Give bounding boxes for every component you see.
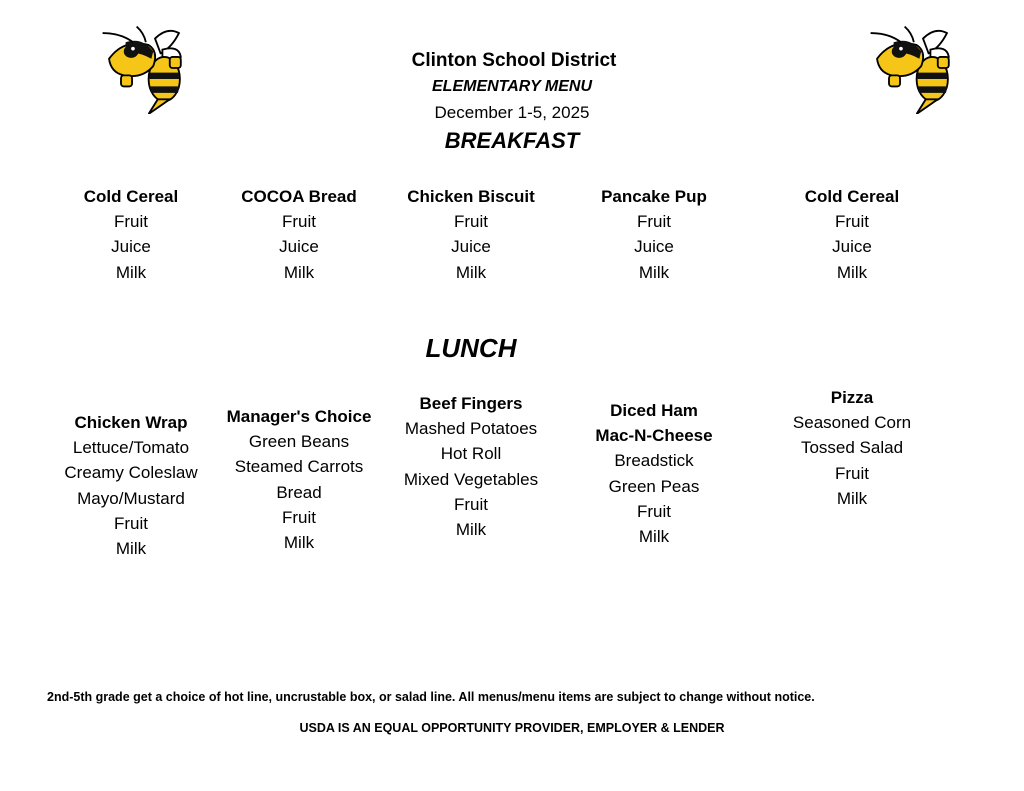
lunch-monday <box>64 410 197 561</box>
menu-item: Juice <box>634 237 674 257</box>
menu-item: Fruit <box>113 212 148 232</box>
menu-item: Fruit <box>453 494 488 514</box>
menu-item: Milk <box>115 262 147 282</box>
menu-item: Juice <box>832 237 872 257</box>
main-entree-2: Mac-N-Cheese <box>595 426 713 446</box>
lunch-wednesday <box>404 391 538 542</box>
main-entree: Manager's Choice <box>226 407 372 426</box>
menu-item: Milk <box>836 262 868 282</box>
main-entree: Cold Cereal <box>804 187 900 206</box>
menu-item: Steamed Carrots <box>234 457 364 477</box>
menu-item: Breadstick <box>614 451 694 471</box>
breakfast-tuesday <box>241 184 357 285</box>
main-entree: Pancake Pup <box>601 187 707 206</box>
menu-item: Milk <box>455 262 487 282</box>
lunch-friday <box>793 385 911 511</box>
menu-item: Creamy Coleslaw <box>64 463 198 483</box>
lunch-thursday <box>595 398 712 549</box>
menu-item: Fruit <box>282 507 316 527</box>
menu-item: Fruit <box>113 513 148 533</box>
menu-item: Fruit <box>636 212 671 232</box>
menu-item: Mayo/Mustard <box>77 488 185 508</box>
breakfast-heading: BREAKFAST <box>444 128 580 153</box>
menu-item: Tossed Salad <box>800 438 904 458</box>
menu-item: Mashed Potatoes <box>404 419 538 439</box>
menu-item: Green Beans <box>248 432 350 452</box>
menu-date: December 1-5, 2025 <box>434 103 590 122</box>
menu-subtitle: ELEMENTARY MENU <box>431 78 593 95</box>
menu-item: Fruit <box>834 212 869 232</box>
main-entree: COCOA Bread <box>241 187 357 206</box>
district-title: Clinton School District <box>411 50 617 71</box>
menu-item: Milk <box>283 262 315 282</box>
menu-item: Hot Roll <box>440 444 502 464</box>
yellow-jacket-mascot-logo-right <box>866 22 958 114</box>
lunch-tuesday <box>227 404 372 555</box>
menu-item: Bread <box>276 482 322 502</box>
usda-statement: USDA IS AN EQUAL OPPORTUNITY PROVIDER, EMPLOYER & LENDER <box>299 721 725 735</box>
menu-item: Seasoned Corn <box>792 413 912 433</box>
breakfast-friday <box>805 184 899 285</box>
breakfast-thursday <box>601 184 707 285</box>
main-entree: Diced Ham <box>610 401 698 420</box>
menu-item: Fruit <box>453 212 488 232</box>
menu-item: Juice <box>279 237 319 257</box>
menu-item: Mixed Vegetables <box>403 469 539 489</box>
menu-item: Milk <box>283 533 315 553</box>
menu-item: Fruit <box>834 463 869 483</box>
menu-item: Milk <box>836 488 868 508</box>
breakfast-monday <box>84 184 178 285</box>
menu-item: Milk <box>638 527 670 547</box>
lunch-heading: LUNCH <box>425 333 517 363</box>
menu-item: Milk <box>115 539 147 559</box>
main-entree: Chicken Biscuit <box>407 187 535 206</box>
footer-note: 2nd-5th grade get a choice of hot line, uncrustable box, or salad line. All menus/menu items are subject to change without notice. <box>47 690 815 704</box>
menu-item: Milk <box>638 262 670 282</box>
breakfast-wednesday <box>407 184 535 285</box>
menu-item: Lettuce/Tomato <box>72 438 190 458</box>
menu-item: Fruit <box>637 501 671 521</box>
main-entree: Beef Fingers <box>419 394 523 413</box>
menu-item: Green Peas <box>608 476 700 496</box>
yellow-jacket-mascot-logo-left <box>98 22 190 114</box>
main-entree: Cold Cereal <box>83 187 179 206</box>
menu-item: Juice <box>451 237 491 257</box>
menu-item: Fruit <box>282 212 316 232</box>
menu-item: Juice <box>111 237 151 257</box>
main-entree: Pizza <box>830 388 874 407</box>
main-entree: Chicken Wrap <box>74 413 188 432</box>
menu-item: Milk <box>455 520 487 540</box>
